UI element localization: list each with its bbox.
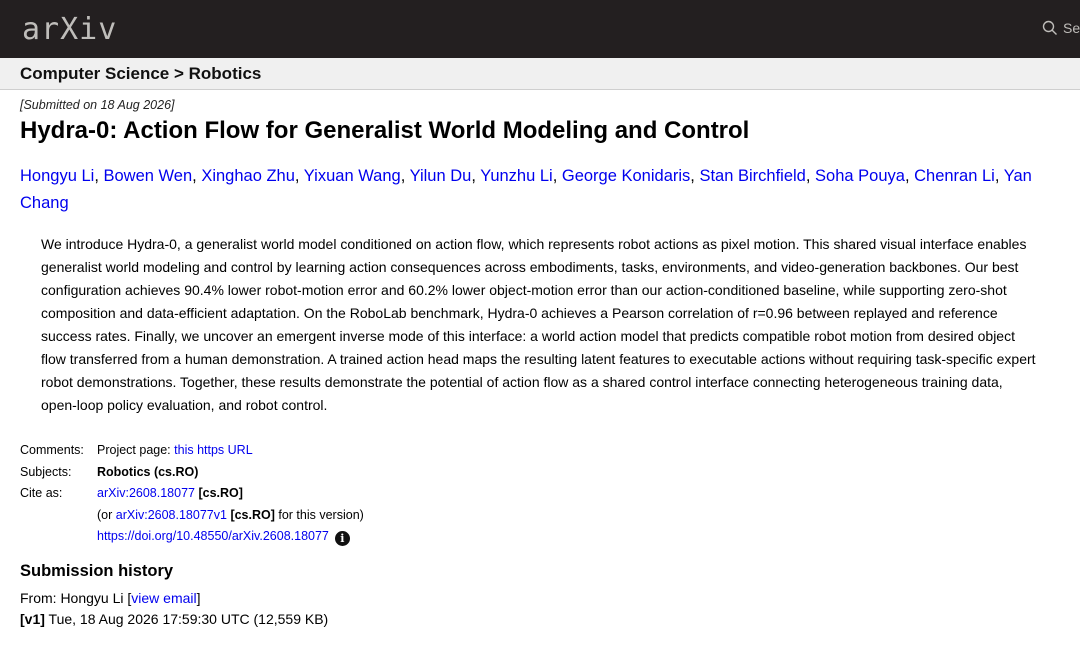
author-link[interactable]: Yilun Du — [409, 167, 472, 185]
cite-id-link[interactable]: arXiv:2608.18077 — [97, 486, 195, 500]
doi-link[interactable]: https://doi.org/10.48550/arXiv.2608.18077 — [97, 529, 329, 543]
authors-line-2 — [20, 190, 1080, 217]
logo-text: arXiv — [22, 11, 118, 47]
subjects-row — [20, 462, 364, 484]
paper-title: Hydra-0: Action Flow for Generalist World Modeling and Control — [20, 117, 750, 144]
breadcrumb-bar — [0, 58, 1080, 90]
authors-line-1: Hongyu Li, Bowen Wen, Xinghao Zhu, Yixuan Wang, Yilun Du, Yunzhu Li, George Konidaris, Stan Birchfield, Soha Pouya, Chenran Li, Yan — [20, 167, 1032, 185]
site-header — [0, 0, 1080, 58]
search-label: Se — [1063, 20, 1080, 36]
version-text: Tue, 18 Aug 2026 17:59:30 UTC (12,559 KB) — [44, 611, 329, 627]
author-link[interactable]: George Konidaris — [561, 167, 691, 185]
from-line — [20, 588, 328, 609]
version-line — [20, 609, 328, 630]
author-link[interactable]: Stan Birchfield — [699, 167, 806, 185]
comments-label: Comments: — [20, 443, 84, 457]
info-icon[interactable]: i — [335, 531, 350, 546]
cite-version-row — [20, 505, 364, 527]
abstract: We introduce Hydra-0, a generalist world model conditioned on action flow, which represents robot actions as pixel motion. This shared visual interface enables generalist world modeling and control by learning action consequences across embodiments, tasks, environments, and video-generation backbones. Our best configuration achieves 90.4% lower robot-motion error and 60.2% lower object-motion error than our action-conditioned baseline, while supporting zero-shot composition and data-efficient adaptation. On the RoboLab benchmark, Hydra-0 achieves a Pearson correlation of r=0.96 between replayed and reference success rates. Finally, we uncover an emergent inverse mode of this interface: a world action model that predicts compatible robot motion from desired object flow transferred from a human demonstration. A trained action head maps the resulting latent features to executable actions without requiring task-specific expert robot demonstrations. Together, these results demonstrate the potential of action flow as a shared control interface connecting heterogeneous training data, open-loop policy evaluation, and robot control. — [41, 236, 1036, 413]
author-link[interactable]: Yunzhu Li — [480, 167, 553, 185]
cite-row — [20, 483, 364, 505]
cite-version-link[interactable]: arXiv:2608.18077v1 — [115, 507, 227, 522]
arxiv-logo[interactable] — [22, 10, 117, 48]
submission-history — [20, 588, 328, 630]
author-list — [20, 163, 1080, 217]
doi-row — [20, 526, 364, 548]
cite-label: Cite as: — [20, 486, 63, 500]
cite-version-tag: [cs.RO] — [230, 507, 275, 522]
search-icon — [1042, 20, 1058, 36]
author-link[interactable]: Chang — [20, 194, 69, 212]
version-tag[interactable]: [v1] — [20, 611, 45, 627]
project-page-link[interactable]: this https URL — [174, 443, 253, 457]
author-link[interactable]: Chenran Li — [914, 167, 995, 185]
search-box[interactable] — [1042, 20, 1080, 36]
comments-prefix: Project page: — [97, 443, 175, 457]
author-link[interactable]: Bowen Wen — [103, 167, 193, 185]
cite-or-suffix: for this version) — [274, 507, 364, 522]
cite-or-prefix: (or — [97, 507, 116, 522]
author-link[interactable]: Hongyu Li — [20, 167, 95, 185]
cite-tag: [cs.RO] — [198, 486, 243, 500]
author-link[interactable]: Xinghao Zhu — [201, 167, 295, 185]
metadata-table — [20, 440, 364, 548]
author-link[interactable]: Yan — [1003, 167, 1032, 185]
breadcrumb[interactable]: Computer Science > Robotics — [20, 64, 262, 83]
author-link[interactable]: Yixuan Wang — [303, 167, 401, 185]
subjects-value: Robotics (cs.RO) — [97, 464, 199, 479]
from-prefix: From: Hongyu Li [ — [20, 590, 132, 606]
submission-date: [Submitted on 18 Aug 2026] — [20, 98, 175, 112]
author-link[interactable]: Soha Pouya — [815, 167, 905, 185]
comments-row — [20, 440, 364, 462]
from-suffix: ] — [196, 590, 201, 606]
subjects-label: Subjects: — [20, 464, 72, 479]
view-email-link[interactable]: view email — [131, 590, 197, 606]
submission-history-heading: Submission history — [20, 562, 174, 580]
